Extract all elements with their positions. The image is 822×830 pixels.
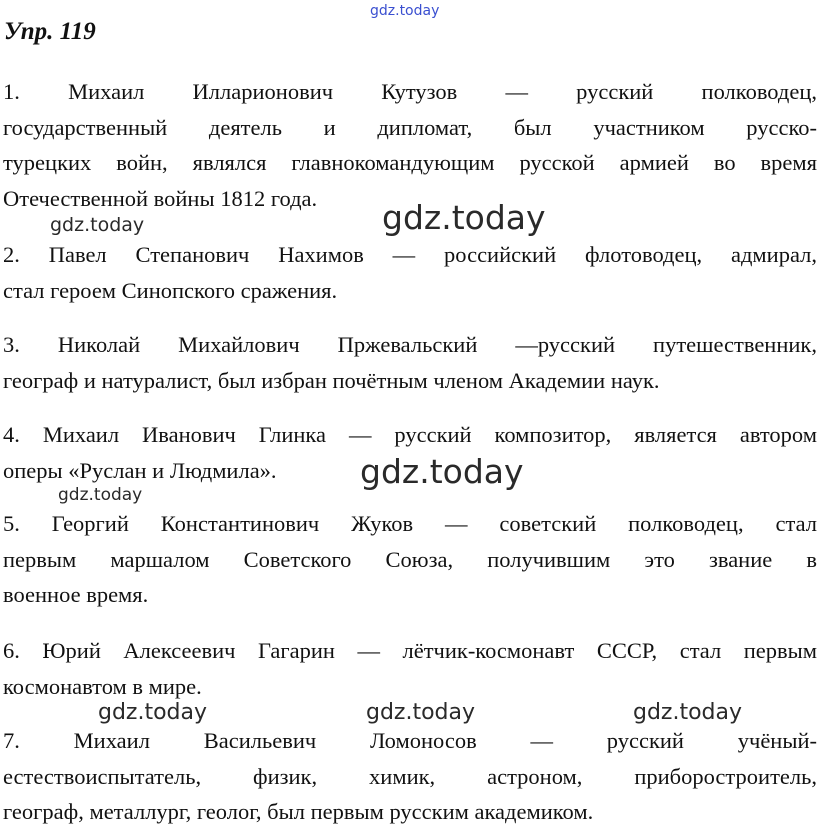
paragraph-line: турецких войн, являлся главнокомандующим русской армией во время: [3, 150, 817, 175]
paragraph-line: государственный деятель и дипломат, был участником русско-: [3, 114, 817, 140]
paragraph-line: первым маршалом Советского Союза, получившим это звание в: [3, 546, 817, 572]
watermark: gdz.today: [360, 452, 524, 491]
paragraph-line: космонавтом в мире.: [3, 673, 202, 699]
paragraph-line: 6. Юрий Алексеевич Гагарин — лётчик-космонавт СССР, стал первым: [3, 638, 817, 663]
watermark: gdz.today: [98, 700, 208, 725]
paragraph-7: [3, 723, 817, 830]
paragraph-line: 4. Михаил Иванович Глинка — русский композитор, является автором: [3, 422, 817, 447]
paragraph-line: стал героем Синопского сражения.: [3, 277, 338, 303]
watermark: gdz.today: [58, 485, 143, 505]
paragraph-line: естествоиспытатель, физик, химик, астроном, приборостроитель,: [3, 763, 817, 789]
paragraph-line: Отечественной войны 1812 года.: [3, 185, 318, 211]
paragraph-line: 1. Михаил Илларионович Кутузов — русский полководец,: [3, 79, 817, 104]
paragraph-line: военное время.: [3, 582, 149, 607]
exercise-heading: Упр. 119: [4, 18, 96, 45]
paragraph-3: [3, 327, 817, 398]
paragraph-line: географ и натуралист, был избран почётным членом Академии наук.: [3, 367, 660, 393]
paragraph-5: [3, 506, 817, 613]
top-watermark: gdz.today: [370, 3, 440, 19]
paragraph-6: [3, 633, 817, 704]
paragraph-line: 3. Николай Михайлович Пржевальский —русский путешественник,: [3, 332, 817, 357]
paragraph-line: географ, металлург, геолог, был первым русским академиком.: [3, 799, 594, 824]
watermark: gdz.today: [366, 700, 476, 725]
watermark: gdz.today: [382, 198, 546, 237]
watermark: gdz.today: [633, 700, 743, 725]
paragraph-line: оперы «Руслан и Людмила».: [3, 457, 277, 483]
watermark: gdz.today: [50, 214, 145, 236]
paragraph-1: [3, 74, 817, 216]
paragraph-line: 5. Георгий Константинович Жуков — советский полководец, стал: [3, 511, 817, 536]
paragraph-line: 7. Михаил Васильевич Ломоносов — русский учёный-: [3, 728, 817, 753]
paragraph-line: 2. Павел Степанович Нахимов — российский флотоводец, адмирал,: [3, 242, 817, 267]
paragraph-2: [3, 237, 817, 308]
